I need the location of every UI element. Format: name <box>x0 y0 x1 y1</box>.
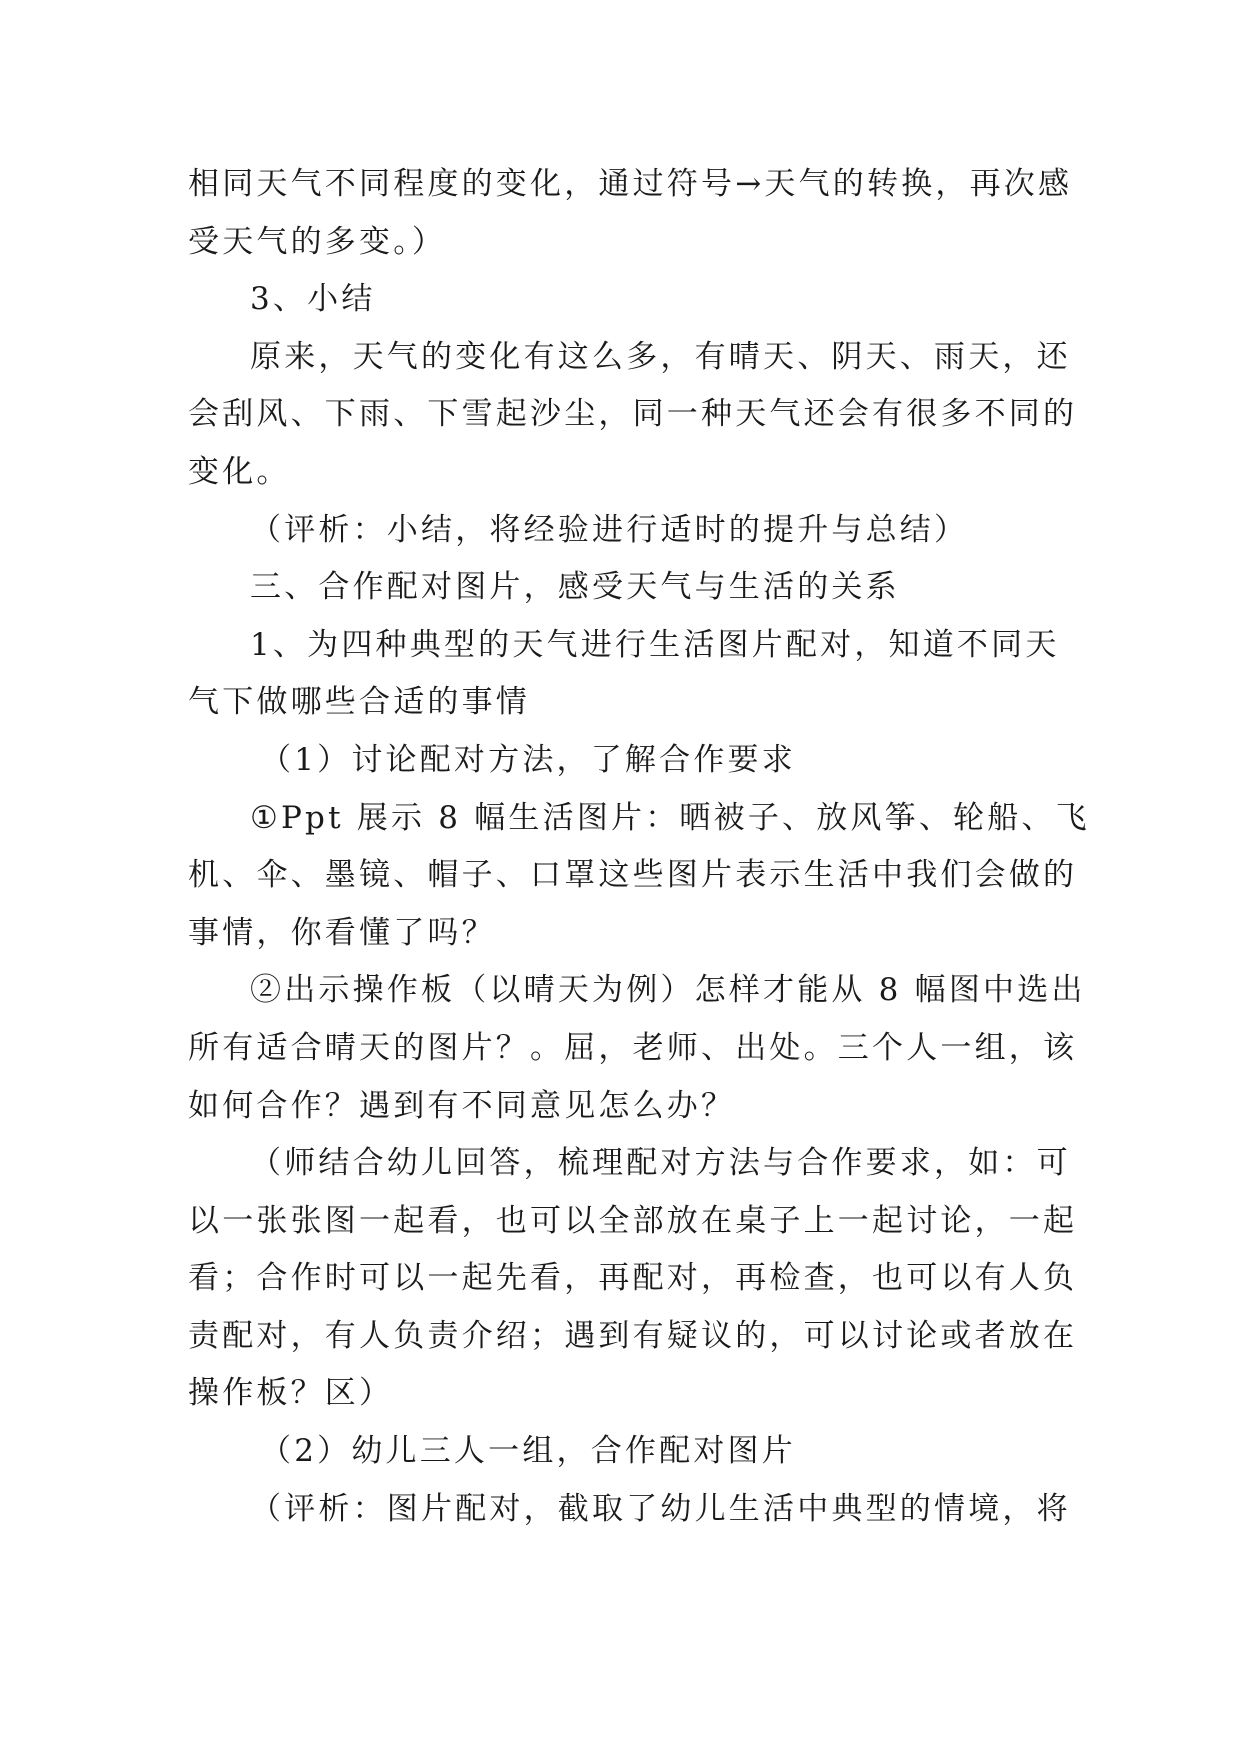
text-line: 受天气的多变。） <box>188 223 447 260</box>
text-line: （评析：图片配对，截取了幼儿生活中典型的情境，将 <box>250 1490 1071 1527</box>
text-line: 会刮风、下雨、下雪起沙尘，同一种天气还会有很多不同的 <box>188 396 1078 433</box>
text-line: 三、合作配对图片，感受天气与生活的关系 <box>250 569 900 606</box>
text-line: ②出示操作板（以晴天为例）怎样才能从 8 幅图中选出 <box>250 972 1086 1009</box>
text-line: 事情，你看懂了吗？ <box>188 914 496 951</box>
text-line: 相同天气不同程度的变化，通过符号→天气的转换，再次感 <box>188 166 1073 202</box>
text-line: （评析：小结，将经验进行适时的提升与总结） <box>250 511 969 548</box>
text-line: （2）幼儿三人一组，合作配对图片 <box>260 1433 796 1470</box>
text-line: 变化。 <box>188 453 291 490</box>
document-body <box>188 156 1090 1538</box>
text-line: 操作板？区） <box>188 1375 394 1412</box>
text-line: 3、小结 <box>250 281 376 318</box>
text-line: 1、为四种典型的天气进行生活图片配对，知道不同天 <box>250 626 1060 663</box>
text-line: 责配对，有人负责介绍；遇到有疑议的，可以讨论或者放在 <box>188 1317 1078 1354</box>
text-line: 所有适合晴天的图片？。屈，老师、出处。三个人一组，该 <box>188 1029 1078 1066</box>
text-line: 机、伞、墨镜、帽子、口罩这些图片表示生活中我们会做的 <box>188 857 1078 894</box>
text-line: 看；合作时可以一起先看，再配对，再检查，也可以有人负 <box>188 1260 1078 1297</box>
text-line: 原来，天气的变化有这么多，有晴天、阴天、雨天，还 <box>250 338 1071 375</box>
text-line: （1）讨论配对方法，了解合作要求 <box>260 741 796 778</box>
text-line: 如何合作？遇到有不同意见怎么办？ <box>188 1087 736 1124</box>
text-line: （师结合幼儿回答，梳理配对方法与合作要求，如：可 <box>250 1145 1071 1182</box>
text-line: 气下做哪些合适的事情 <box>188 684 530 721</box>
text-line: ①Ppt 展示 8 幅生活图片：晒被子、放风筝、轮船、飞 <box>250 799 1090 836</box>
text-line: 以一张张图一起看，也可以全部放在桌子上一起讨论，一起 <box>188 1202 1078 1239</box>
